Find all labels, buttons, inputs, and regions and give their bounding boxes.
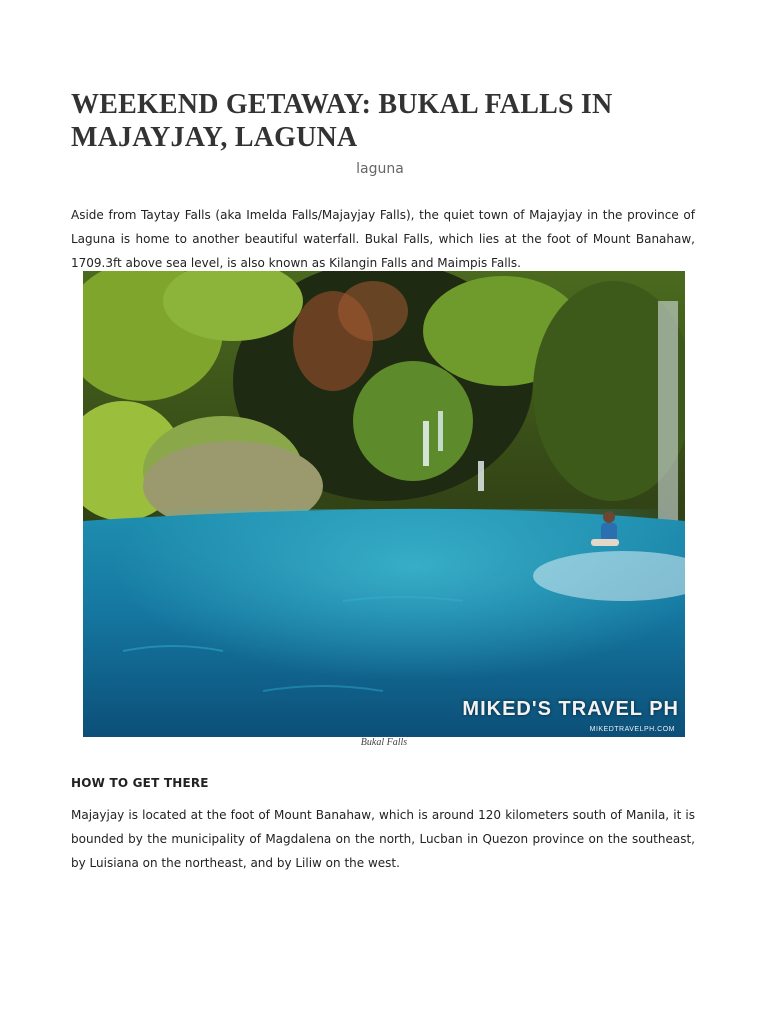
waterfall-photo (83, 271, 685, 737)
intro-paragraph: Aside from Taytay Falls (aka Imelda Falls/Majayjay Falls), the quiet town of Majayjay in the province of Laguna is home to another beautiful waterfall. Bukal Falls, which lies at the foot of Mount Banahaw, 1709.3ft above sea level, is also known as Kilangin Falls and Maimpis Falls. (71, 208, 695, 270)
directions-paragraph: Majayjay is located at the foot of Mount Banahaw, which is around 120 kilometers south of Manila, it is bounded by the municipality of Magdalena on the north, Lucban in Quezon province on the southeast, by Luisiana on the northeast, and by Liliw on the west. (71, 808, 695, 870)
section-heading: HOW TO GET THERE (71, 776, 209, 790)
photo-watermark: MIKED'S TRAVEL PH (462, 698, 679, 720)
waterfall-image (83, 271, 685, 737)
photo-watermark-url: MIKEDTRAVELPH.COM (589, 726, 675, 733)
category-link[interactable]: laguna (356, 161, 404, 177)
photo-caption: Bukal Falls (360, 737, 408, 748)
article-title: WEEKEND GETAWAY: BUKAL FALLS IN MAJAYJAY, LAGUNA (71, 89, 613, 153)
